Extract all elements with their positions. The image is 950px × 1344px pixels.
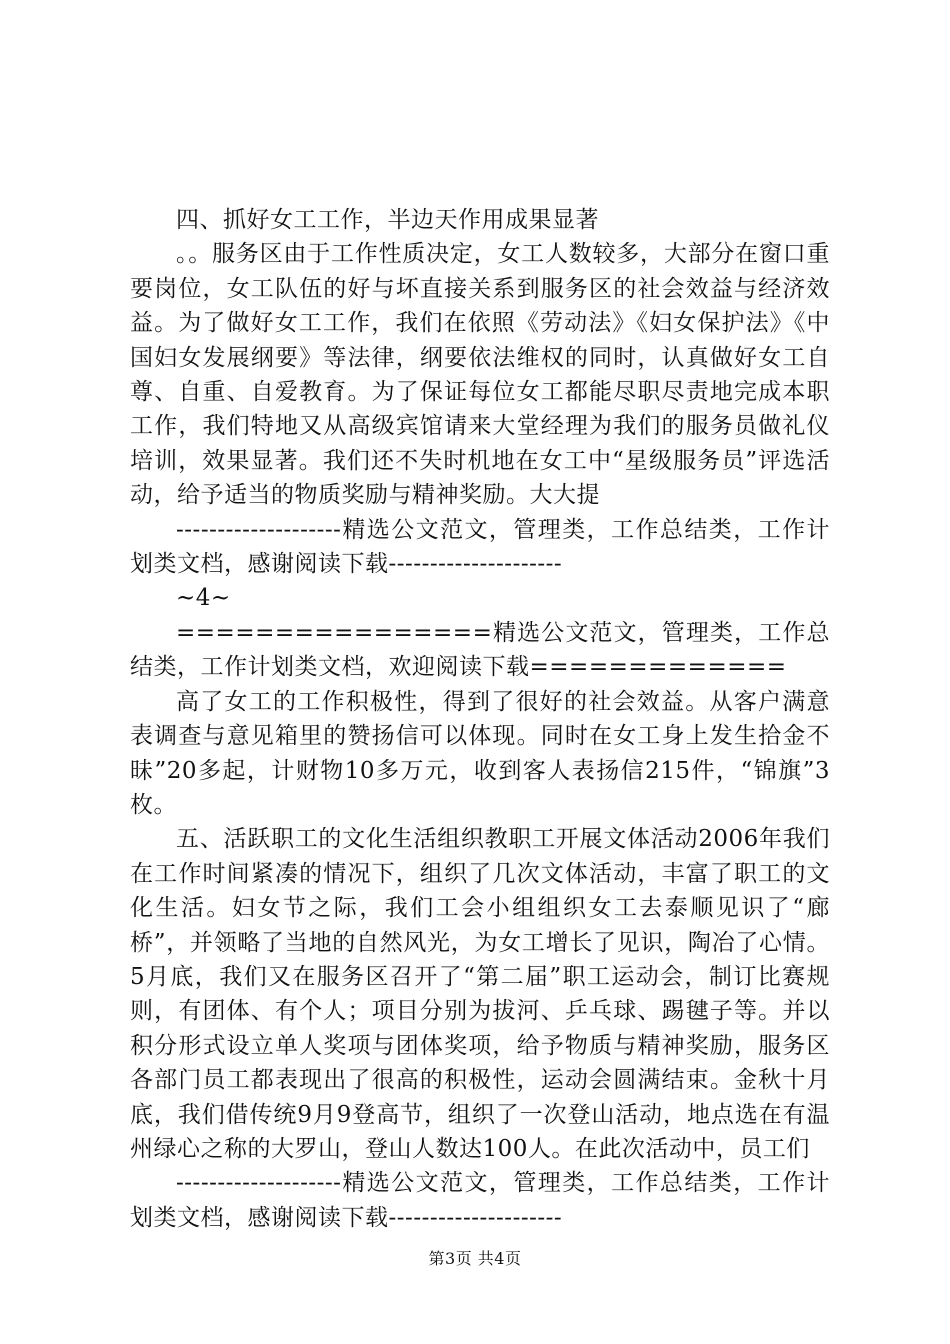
separator-line: --------------------精选公文范文，管理类，工作总结类，工作计划类文档，感谢阅读下载--------------------- (130, 516, 830, 578)
paragraph-continuation: 高了女工的工作积极性，得到了很好的社会效益。从客户满意表调查与意见箱里的赞扬信可以体现。同时在女工身上发生拾金不昧”20多起，计财物10多万元，收到客人表扬信215件，“锦旗”3枚。 (130, 688, 830, 818)
page-footer: 第3页 共4页 (428, 1249, 522, 1268)
paragraph-women-workers: 。。服务区由于工作性质决定，女工人数较多，大部分在窗口重要岗位，女工队伍的好与坏直接关系到服务区的社会效益与经济效益。为了做好女工工作，我们在依照《劳动法》《妇女保护法》《中国妇女发展纲要》等法律，纲要依法维权的同时，认真做好女工自尊、自重、自爱教育。为了保证每位女工都能尽职尽责地完成本职工作，我们特地又从高级宾馆请来大堂经理为我们的服务员做礼仪培训，效果显著。我们还不失时机地在女工中“星级服务员”评选活动，给予适当的物质奖励与精神奖励。大大提 (130, 241, 830, 509)
document-body (130, 203, 830, 1235)
section-heading-4: 四、抓好女工工作，半边天作用成果显著 (176, 207, 599, 233)
paragraph-cultural-activities: 五、活跃职工的文化生活组织教职工开展文体活动2006年我们在工作时间紧凑的情况下，组织了几次文体活动，丰富了职工的文化生活。妇女节之际，我们工会小组组织女工去泰顺见识了“廊桥”，并领略了当地的自然风光，为女工增长了见识，陶冶了心情。5月底，我们又在服务区召开了“第二届”职工运动会，制订比赛规则，有团体、有个人；项目分别为拔河、乒乓球、踢毽子等。并以积分形式设立单人奖项与团体奖项，给予物质与精神奖励，服务区各部门员工都表现出了很高的积极性，运动会圆满结束。金秋十月底，我们借传统9月9登高节，组织了一次登山活动，地点选在有温州绿心之称的大罗山，登山人数达100人。在此次活动中，员工们 (130, 826, 830, 1162)
separator-line: ================精选公文范文，管理类，工作总结类，工作计划类文档，欢迎阅读下载============= (130, 619, 830, 681)
page-marker: ~4~ (176, 585, 231, 612)
separator-line: --------------------精选公文范文，管理类，工作总结类，工作计划类文档，感谢阅读下载--------------------- (130, 1170, 830, 1231)
